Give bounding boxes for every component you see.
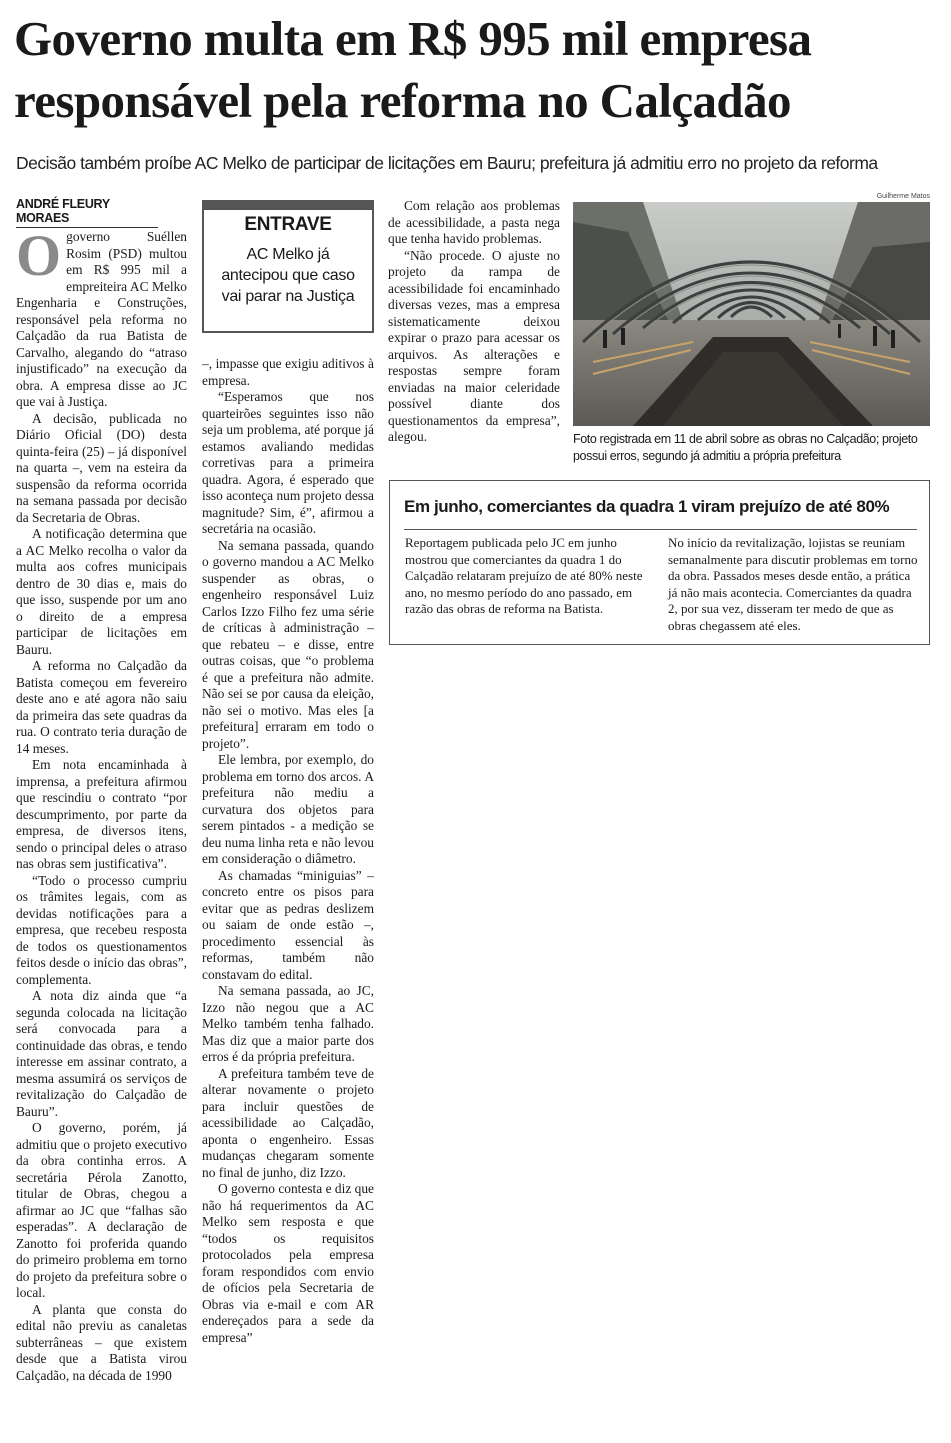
pull-quote-box — [202, 200, 374, 333]
headline: Governo multa em R$ 995 mil empresa responsável pela reforma no Calçadão — [14, 11, 812, 128]
paragraph: A planta que consta do edital não previu as canaletas subterrâneas – que existem desde que a Batista virou Calçadão, na década de 1990 — [16, 1301, 187, 1383]
sidebar-title: Em junho, comerciantes da quadra 1 viram prejuízo de até 80% — [404, 497, 890, 516]
sidebar-divider — [404, 529, 917, 530]
drop-cap: O — [16, 223, 62, 288]
paragraph: “Não procede. O ajuste no projeto da rampa de acessibilidade foi encaminhado diversas vezes, mas a empresa sistematicamente deixou expirar o prazo para acessar os arquivos. As alterações e respostas sempre foram enviadas na maior celeridade possível diante dos questionamentos da empresa”, alegou. — [388, 247, 560, 444]
photo-caption: Foto registrada em 11 de abril sobre as obras no Calçadão; projeto possui erros, segundo já admitiu a própria prefeitura — [573, 432, 918, 463]
sidebar-box — [389, 480, 930, 645]
byline: ANDRÉ FLEURY MORAES — [16, 197, 158, 228]
paragraph: Ele lembra, por exemplo, do problema em torno dos arcos. A prefeitura não mediu a curvatura dos objetos para serem pintados - a medição se deu numa linha reta e não levou em consideração o diâmetro. — [202, 752, 374, 866]
article-column-1 — [16, 223, 187, 1384]
article-column-2 — [202, 356, 374, 1346]
pull-quote-label: ENTRAVE — [244, 214, 332, 235]
paragraph: A prefeitura também teve de alterar novamente o projeto para incluir questões de acessibilidade ao Calçadão, aponta o engenheiro. Essas mudanças chegaram somente no final de junho, diz Izzo. — [202, 1065, 374, 1180]
paragraph: –, impasse que exigiu aditivos à empresa. — [202, 356, 374, 388]
paragraph: As chamadas “miniguias” – concreto entre os pisos para evitar que as pedras deslizem ou saiam de onde estão –, procedimento essencial às reformas, também não constavam do edital. — [202, 867, 374, 982]
article-column-3 — [388, 198, 560, 446]
paragraph — [16, 223, 187, 411]
deck-subtitle: Decisão também proíbe AC Melko de participar de licitações em Bauru; prefeitura já admitiu erro no projeto da reforma — [16, 153, 878, 173]
pull-quote-text: AC Melko já antecipou que caso vai parar na Justiça — [221, 246, 355, 305]
paragraph: “Esperamos que nos quarteirões seguintes isso não seja um problema, até porque já estamos avaliando medidas corretivas para a primeira quadra. Agora, é esperado que isso aconteça num projeto dessa magnitude? Sim, é”, afirmou a secretária na ocasião. — [202, 389, 374, 536]
paragraph: A nota diz ainda que “a segunda colocada na licitação será convocada para a continuidade das obras, e tendo interesse em assinar contrato, a mesma assumirá os serviços de revitalização do Calçadão de Bauru”. — [16, 988, 187, 1119]
paragraph: Em nota encaminhada à imprensa, a prefeitura afirmou que rescindiu o contrato “por descumprimento, por parte da empresa, de diversos itens, sendo o principal deles o atraso nas obras sem justificativa”. — [16, 757, 187, 871]
paragraph: A reforma no Calçadão da Batista começou em fevereiro deste ano e até agora não saiu da primeira das sete quadras da rua. O contrato teria duração de 14 meses. — [16, 658, 187, 756]
paragraph: A notificação determina que a AC Melko recolha o valor da multa aos cofres municipais dentro de 30 dias e, mais do que isso, suspende por um ano o direito de a empresa participar de licitações em Bauru. — [16, 526, 187, 657]
paragraph: Na semana passada, quando o governo mandou a AC Melko suspender as obras, o engenheiro responsável Luiz Carlos Izzo Filho fez uma série de críticas à administração – que rebateu – e disse, entre outras coisas, que “o problema é que a prefeitura não admite. Não sei se por causa da eleição, não sei o motivo. Mas eles [a prefeitura] erraram em todo o projeto”. — [202, 537, 374, 751]
paragraph: A decisão, publicada no Diário Oficial (DO) desta quinta-feira (25) – já disponível na quarta –, vem na esteira da suspensão da reforma ocorrida na semana passada por decisão da Secretaria de Obras. — [16, 410, 187, 525]
paragraph: Com relação aos problemas de acessibilidade, a pasta nega que tenha havido problemas. — [388, 198, 560, 246]
paragraph-text: governo Suéllen Rosim (PSD) multou em R$ 995 mil a empreiteira AC Melko Engenharia e Construções, responsável pela reforma no Calçadão da rua Batista de Carvalho, alegando do “atraso injustificado” na execução da obra. A empresa disse ao JC que vai à Justiça. — [16, 229, 187, 409]
paragraph: Na semana passada, ao JC, Izzo não negou que a AC Melko também tenha falhado. Mas diz que a maior parte dos erros é da própria prefeitura. — [202, 983, 374, 1064]
paragraph: O governo contesta e diz que não há requerimentos da AC Melko sem resposta e que “todos os requisitos protocolados pela empresa foram respondidos com envio de ofícios pela Secretaria de Obras via e-mail e com AR endereçados para a sede da empresa” — [202, 1181, 374, 1345]
sidebar-column-2: No início da revitalização, lojistas se reuniam semanalmente para discutir problemas em torno da obra. Passados meses desde então, a prática já não mais acontecia. Comerciantes da quadra 2, por sua vez, disseram ter medo de que as obras chegassem até eles. — [668, 535, 918, 633]
paragraph: O governo, porém, já admitiu que o projeto executivo da obra continha erros. A secretária Pérola Zanotto, titular de Obras, chegou a afirmar ao JC que “falhas são esperadas”. A declaração de Zanotto foi proferida quando do primeiro problema em torno do projeto da prefeitura sobre o local. — [16, 1120, 187, 1300]
street-photo — [573, 202, 930, 426]
sidebar-column-1: Reportagem publicada pelo JC em junho mostrou que comerciantes da quadra 1 do Calçadão relataram prejuízo de até 80% neste ano, no mesmo período do ano passado, em razão das obras de reforma na Batista. — [405, 535, 643, 616]
photo-credit: Guilherme Matos — [876, 193, 930, 200]
paragraph: “Todo o processo cumpriu os trâmites legais, com as devidas notificações para a empresa, que recebeu resposta de todos os questionamentos feitos desde o início das obras”, complementa. — [16, 872, 187, 987]
